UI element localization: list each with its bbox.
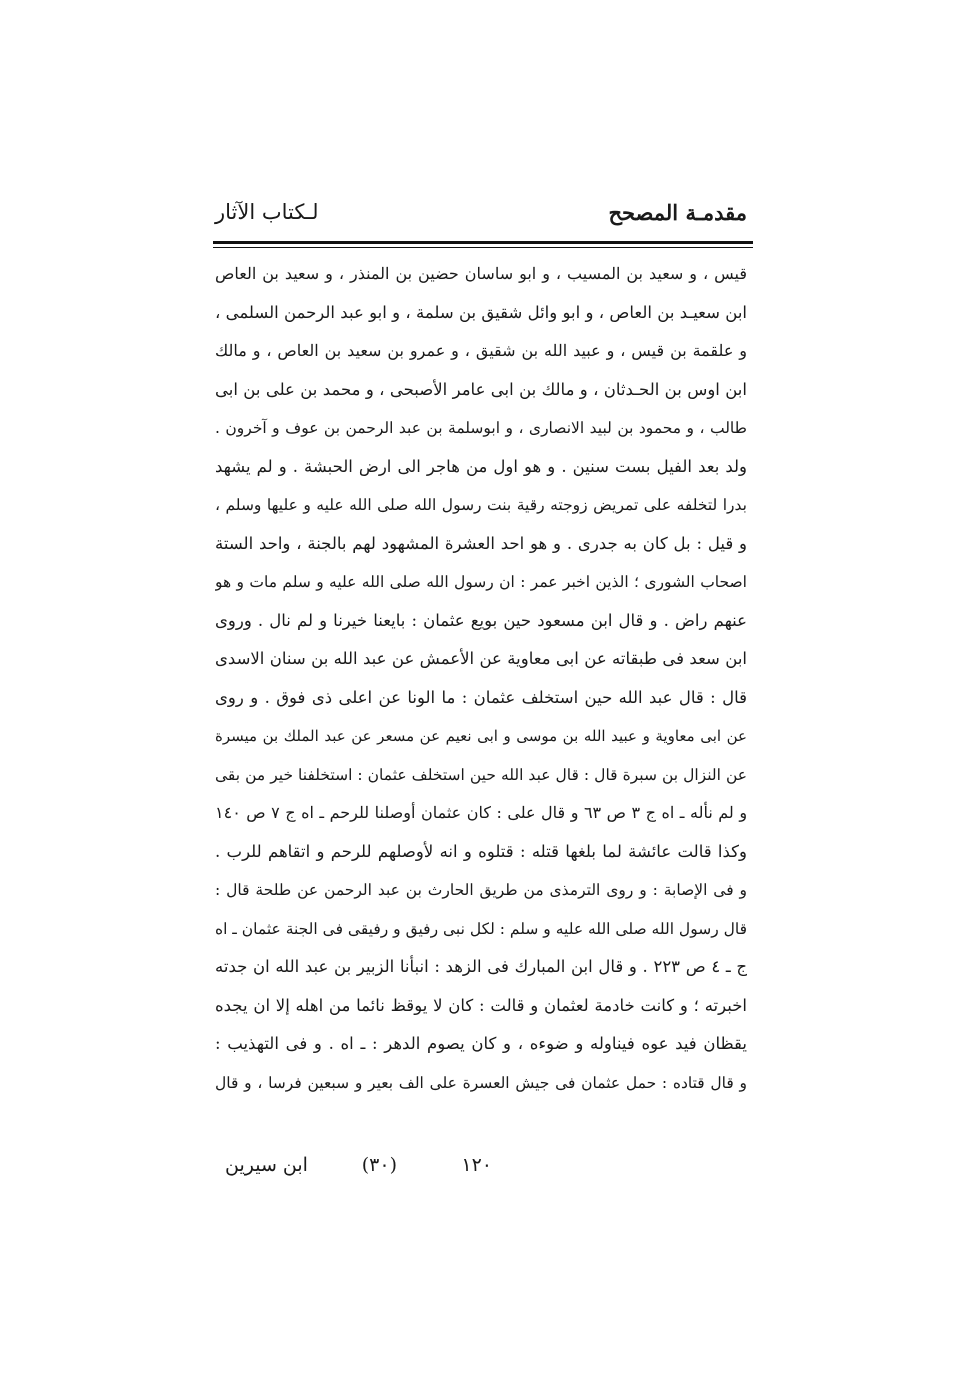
text-line: عن النزال بن سبرة قال : قال عبد الله حين استخلف عثمان : استخلفنا خير من بقى xyxy=(215,765,747,784)
page-header xyxy=(215,196,747,236)
text-line: ابن سعيـد بن العاص ، و ابو وائل شقيق بن سلمة ، و ابو عبد الرحمن السلمى ، xyxy=(215,302,747,322)
text-line: اصحاب الشورى ؛ الذين اخبر عمر : ان رسول الله صلى الله عليه و سلم مات و هو xyxy=(215,573,747,591)
text-line: قيس ، و سعيد بن المسيب ، و ابو ساسان حضين بن المنذر ، و سعيد بن العاص xyxy=(215,264,747,283)
header-title-left: لـكتاب الآثار xyxy=(215,200,319,224)
body-text xyxy=(215,255,747,1102)
running-name: ابن سيرين xyxy=(225,1154,308,1176)
text-line: قال : قال عبد الله حين استخلف عثمان : ما الونا عن اعلى ذى فوق . و روى xyxy=(215,687,747,707)
header-rule-thin xyxy=(213,247,753,248)
text-line: و قال قتاده : حمل عثمان فى جيش العسرة على الف بعير و سبعين فرسا ، و قال xyxy=(215,1073,747,1092)
text-line: اخبرته ؛ و كانت خادمة لعثمان و قالت : كان لا يوقظ نائما من اهله إلا ان يجده xyxy=(215,995,747,1015)
text-line: قال رسول الله صلى الله عليه و سلم : لكل نبى رفيق و رفيقى فى الجنة عثمان ـ اه xyxy=(215,919,747,938)
part-number: (٣٠) xyxy=(361,1154,397,1176)
text-line: ج ـ ٤ ص ٢٢٣ . و قال ابن المبارك فى الزهد : انبأنا الزبير بن عبد الله ان جدته xyxy=(215,957,747,976)
header-rule-thick xyxy=(213,241,753,244)
text-line: ابن سعد فى طبقاته عن ابى معاوية عن الأعمش عن عبد الله بن سنان الاسدى xyxy=(215,649,747,668)
text-line: و لم نأله ـ اه ج ٣ ص ٦٣ و قال على : كان عثمان أوصلنا للرحم ـ اه ج ٧ ص ١٤٠ xyxy=(215,803,747,822)
header-title-right: مقدمـة المصحح xyxy=(608,200,747,225)
text-line: يقظان فيد عوه فيناوله و ضوءه ، و كان يصوم الدهر : ـ اه . و فى التهذيب : xyxy=(215,1034,747,1053)
text-line: عن ابى معاوية و عبيد الله بن موسى و ابى نعيم عن مسعر عن عبد الملك بن ميسرة xyxy=(215,727,747,745)
page-number: ١٢٠ xyxy=(461,1154,492,1176)
text-line: و قيل : بل كان به جدرى . و هو احد العشرة المشهود لهم بالجنة ، واحد الستة xyxy=(215,533,747,553)
text-line: بدرا لتخلفه على تمريض زوجته رقية بنت رسول الله صلى الله عليه و عليها وسلم ، xyxy=(215,496,747,514)
text-line: و علقمة بن قيس ، و عبيد الله بن شقيق ، و عمرو بن سعيد بن العاص ، و مالك xyxy=(215,341,747,360)
text-line: و فى الإصابة : و روى الترمذى من طريق الحارث بن عبد الرحمن عن طلحة قال : xyxy=(215,881,747,899)
text-line: وكذا قالت عائشة لما بلغها قتله : قتلوه و انه لأوصلهم للرحم و اتقاهم للرب . xyxy=(215,841,747,861)
text-line: ولد بعد الفيل بست سنين . و هو اول من هاجر الى ارض الحبشة . و لم يشهد xyxy=(215,456,747,476)
text-line: طالب ، و محمود بن لبيد الانصارى ، و ابوسلمة بن عبد الرحمن بن عوف و آخرون . xyxy=(215,419,747,437)
text-line: ابن اوس بن الحـدثان ، و مالك بن ابى عامر الأصبحى ، و محمد بن على بن ابى xyxy=(215,379,747,399)
page-footer xyxy=(215,1148,747,1188)
text-line: عنهم راض . و قال ابن مسعود حين بويع عثمان : بايعنا خيرنا و لم نال . وروى xyxy=(215,610,747,630)
